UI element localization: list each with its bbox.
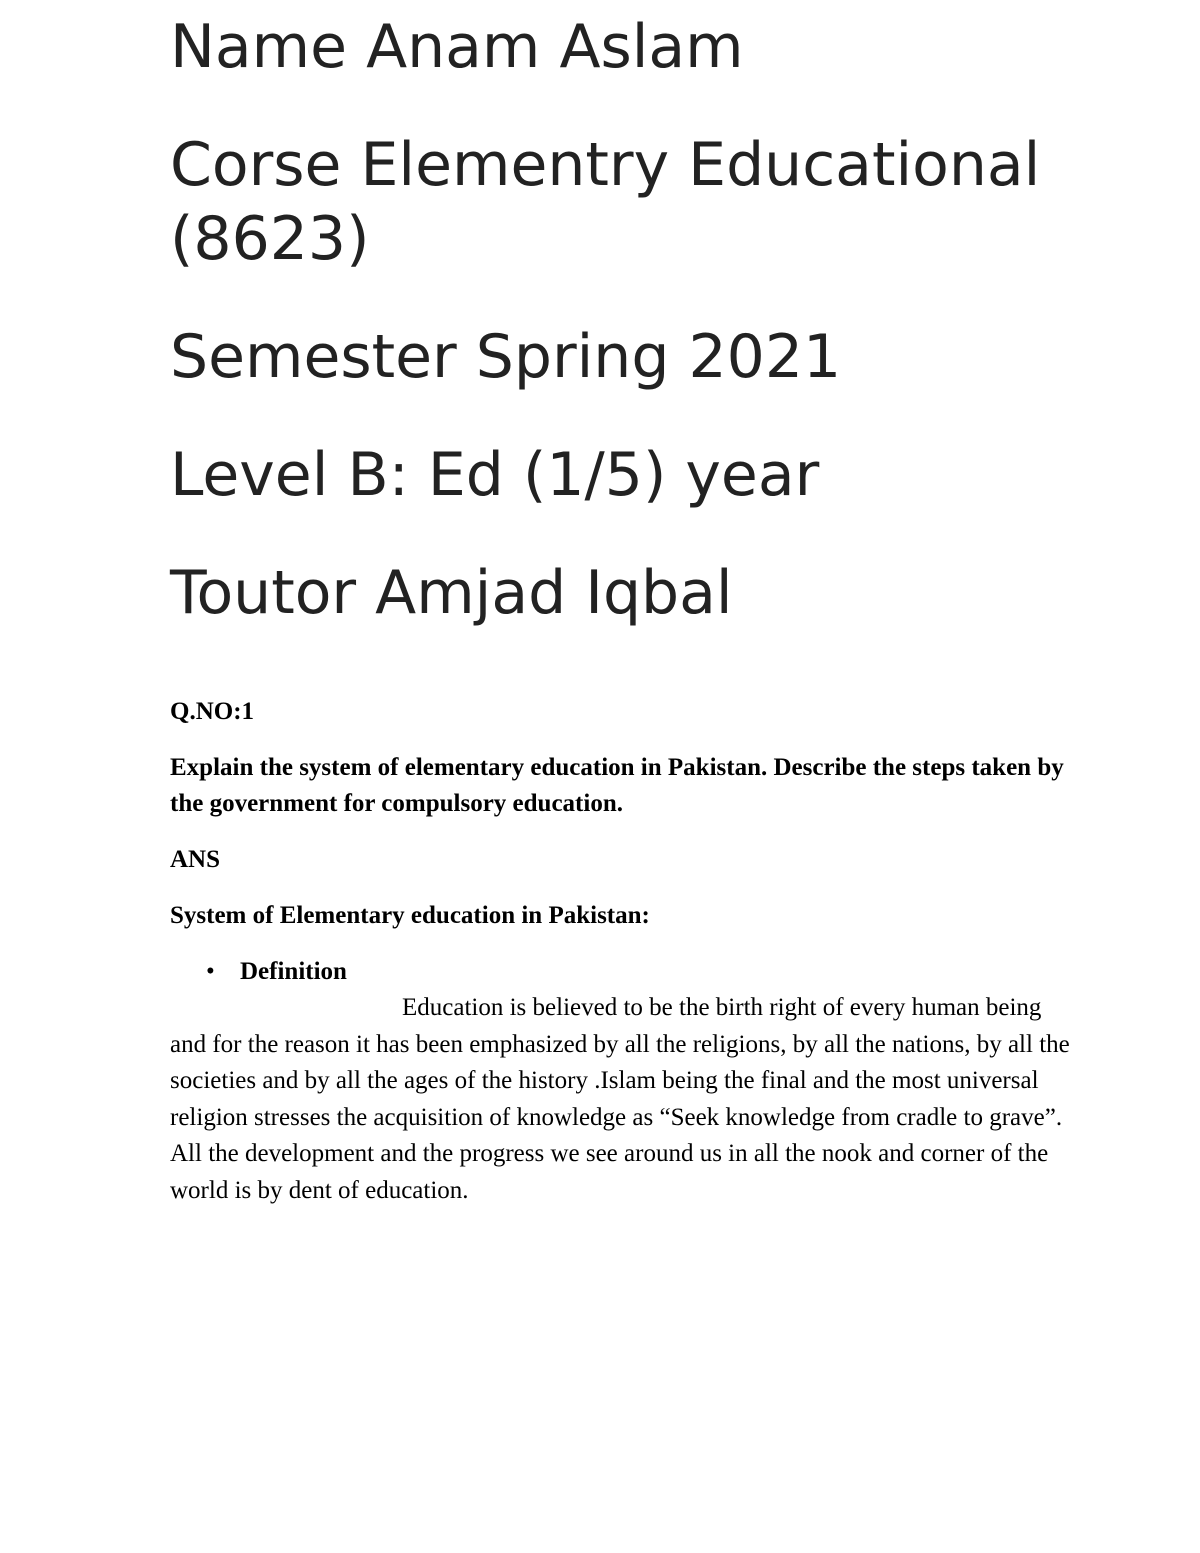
course-title: Corse Elementry Educational (8623) bbox=[170, 130, 1041, 274]
answer-label: ANS bbox=[170, 846, 221, 873]
section-heading: System of Elementary education in Pakistan: bbox=[170, 902, 650, 929]
assignment-body bbox=[170, 694, 1075, 1209]
semester-info: Semester Spring 2021 bbox=[170, 322, 842, 392]
student-name: Name Anam Aslam bbox=[170, 12, 744, 82]
bullet-item bbox=[170, 954, 1075, 990]
level-info: Level B: Ed (1/5) year bbox=[170, 440, 820, 510]
bullet-icon: • bbox=[206, 958, 215, 985]
cover-header bbox=[170, 10, 1090, 674]
definition-paragraph: Education is believed to be the birth right of every human being and for the reason it has been emphasized by all the religions, by all the nations, by all the societies and by all the ages of the history .Islam being the final and the most universal religion stresses the acquisition of knowledge as “Seek knowledge from cradle to grave”. All the development and the progress we see around us in all the nook and corner of the world is by dent of education. bbox=[170, 994, 1070, 1204]
tutor-name: Toutor Amjad Iqbal bbox=[170, 558, 733, 628]
question-number: Q.NO:1 bbox=[170, 698, 255, 725]
question-text: Explain the system of elementary education in Pakistan. Describe the steps taken by the government for compulsory education. bbox=[170, 754, 1064, 817]
bullet-heading: Definition bbox=[240, 958, 347, 985]
